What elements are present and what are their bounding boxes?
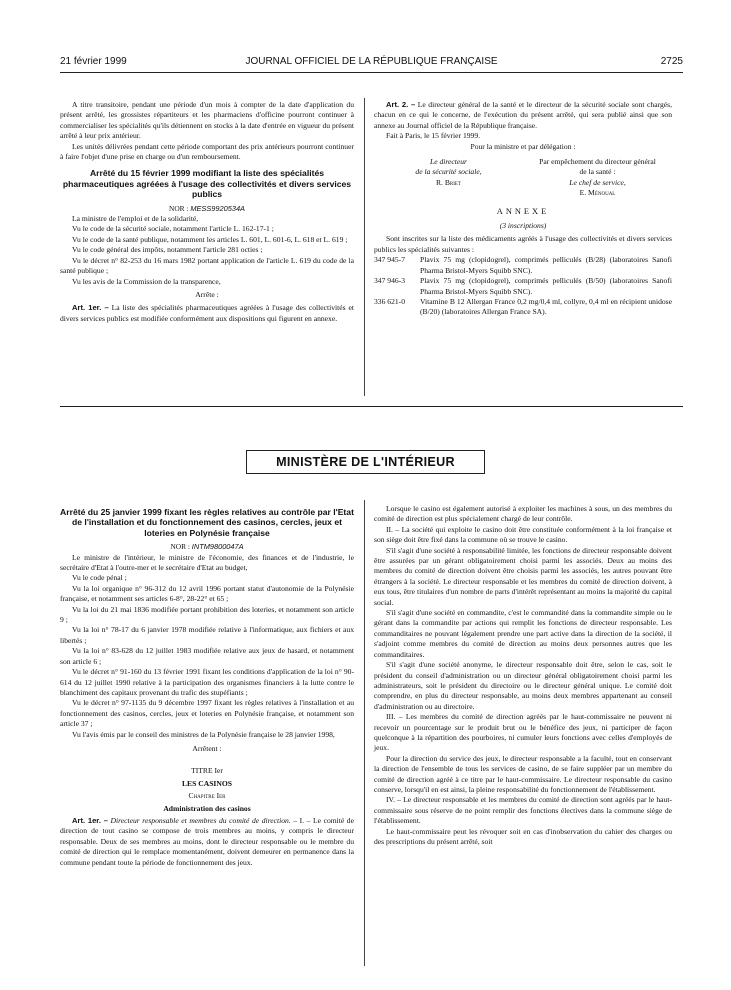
column-divider: [364, 98, 365, 396]
decree-title: Arrêté du 25 janvier 1999 fixant les règles relatives au contrôle par l'Etat de l'installation et du fonctionnement des casinos, cercles, jeux et loteries en Polynésie française: [60, 507, 354, 538]
paragraph: Vu l'avis émis par le conseil des ministres de la Polynésie française le 28 janvier 1998,: [72, 729, 335, 739]
paragraph: Vu le code de la santé publique, notamment les articles L. 601, L. 601-6, L. 618 et L. 619 ;: [72, 234, 348, 244]
entry-code: 347 945-7: [374, 255, 406, 265]
top-right-column: [374, 100, 672, 318]
paragraph: IV. – Le directeur responsable et les membres du comité de direction sont agréés par le haut-commissaire sous réserve de ne point remplir des fonctions électives dans la commune siège de l'établissement.: [374, 795, 672, 826]
section-rule: [60, 406, 683, 407]
paragraph: Vu les avis de la Commission de la transparence,: [72, 276, 221, 286]
entry-text: Plavix 75 mg (clopidogrel), comprimés pelliculés (B/28) (laboratoires Sanofi Pharma Bristol-Myers Squibb SNC).: [420, 255, 672, 275]
place-date: Fait à Paris, le 15 février 1999.: [386, 131, 481, 141]
bottom-left-column: [60, 504, 354, 868]
paragraph: S'il s'agit d'une société anonyme, le directeur responsable doit être, selon le cas, soit le président du conseil d'administration ou un directeur général obligatoirement choisi parmi les administrateurs, soit le président du directoire ou le directeur général unique. Le comité doit comprendre, en plus du directeur responsable, au moins deux membres appartenant au conseil d'administration ou au directoire.: [374, 660, 672, 711]
paragraph: Lorsque le casino est également autorisé à exploiter les machines à sous, un des membres du comité de direction est plus spécialement chargé de leur contrôle.: [374, 504, 672, 524]
paragraph: Vu le code général des impôts, notamment l'article 281 octies ;: [72, 245, 263, 255]
column-divider: [364, 500, 365, 966]
titre-heading: TITRE Ier: [191, 766, 223, 776]
paragraph: Vu le code pénal ;: [72, 573, 127, 583]
signatures: [374, 157, 672, 199]
signature-left: Le directeur de la sécurité sociale, R. Briet: [415, 157, 482, 187]
paragraph: La ministre de l'emploi et de la solidarité,: [72, 214, 199, 224]
paragraph: Vu le décret n° 91-160 du 13 février 1991 fixant les conditions d'application de la loi n° 90-614 du 12 juillet 1990 relative à la participation des organismes financiers à la lutte contre le blanchiment des capitaux provenant du trafic des stupéfiants ;: [60, 667, 354, 697]
ministry-heading: MINISTÈRE DE L'INTÉRIEUR: [246, 450, 485, 474]
header-date: 21 février 1999: [60, 56, 127, 67]
article-1: Art. 1er. – La liste des spécialités pharmaceutiques agréées à l'usage des collectivités et divers services publics est modifiée conformément aux dispositions qui figurent en annexe.: [60, 303, 354, 323]
signature-right: Par empêchement du directeur général de la santé : Le chef de service, E. Ménoual: [539, 157, 656, 198]
paragraph: Vu la loi n° 78-17 du 6 janvier 1978 modifiée relative à l'informatique, aux fichiers et aux libertés ;: [60, 625, 354, 645]
nor-reference: NOR : MESS9920534A: [168, 203, 245, 213]
entry-text: Vitamine B 12 Allergan France 0,2 mg/0,4 ml, collyre, 0,4 ml en récipient unidose (B/20) (laboratoires Allergan France SA).: [420, 296, 672, 317]
paragraph: III. – Les membres du comité de direction agréés par le haut-commissaire ne peuvent ni recevoir un pourcentage sur le produit brut ou le bénéfice des jeux, ni participer de façon quelconque à la répartition des pourboires, ni cumuler leurs fonctions avec celles d'employés de jeux.: [374, 712, 672, 753]
paragraph: Vu le décret n° 97-1135 du 9 décembre 1997 fixant les règles relatives à l'installation et au fonctionnement des casinos, cercles, jeux et loteries en Polynésie française, et notamment son article 37 ;: [60, 698, 354, 729]
entry-code: 336 621-0: [374, 296, 406, 306]
bottom-right-column: [374, 504, 672, 847]
article-2: Art. 2. – Le directeur général de la santé et le directeur de la sécurité sociale sont chargés, chacun en ce qui le concerne, de l'exécution du présent arrêté, qui sera publié ainsi que son annexe au Journal officiel de la République française.: [374, 100, 672, 130]
entry-text: Plavix 75 mg (clopidogrel), comprimés pelliculés (B/50) (laboratoires Sanofi Pharma Bristol-Myers Squibb SNC).: [420, 276, 672, 296]
annex-intro: Sont inscrites sur la liste des médicaments agréés à l'usage des collectivités et divers services publics les spécialités suivantes :: [374, 234, 672, 254]
paragraph: II. – La société qui exploite le casino doit être constituée conformément à la loi française et son siège doit être fixé dans la commune où se trouve le casino.: [374, 524, 672, 545]
delegation-line: Pour la ministre et par délégation :: [470, 141, 576, 151]
entry-code: 347 946-3: [374, 276, 406, 286]
casinos-heading: LES CASINOS: [181, 778, 232, 788]
paragraph: Vu le code de la sécurité sociale, notamment l'article L. 162-17-1 ;: [72, 224, 274, 234]
nor-reference: NOR : INTM9800047A: [170, 542, 244, 552]
paragraph: Pour la direction du service des jeux, le directeur responsable a la faculté, tout en conservant la direction de l'ensemble de tous les services de casino, de se faire suppléer par un membre du comité de direction agréé à ce titre par le haut-commissaire. Le directeur responsable du casino conserve, lorsqu'il en est ainsi, la pleine responsabilité du fonctionnement de l'établissement.: [374, 753, 672, 794]
paragraph: Vu le décret n° 82-253 du 16 mars 1982 portant application de l'article L. 619 du code de la santé publique ;: [60, 255, 354, 276]
paragraph: Vu la loi du 21 mai 1836 modifiée portant prohibition des loteries, et notamment son article 9 ;: [60, 604, 354, 625]
annex-entry: [374, 297, 672, 318]
paragraph: A titre transitoire, pendant une période d'un mois à compter de la date d'application du présent arrêté, les grossistes répartiteurs et les pharmaciens d'officine pourront continuer à commercialiser les spécialités qu'ils détiennent en stocks à la date d'entrée en vigueur du présent arrêté à leur prix antérieur.: [60, 100, 354, 141]
paragraph: Le haut-commissaire peut les révoquer soit en cas d'inobservation du cahier des charges ou des prescriptions du présent arrêté, soit: [374, 826, 672, 846]
paragraph: Le ministre de l'intérieur, le ministre de l'économie, des finances et de l'industrie, le secrétaire d'Etat à l'outre-mer et le secrétaire d'Etat au budget,: [60, 552, 354, 573]
chapter-heading: Chapitre Ier: [188, 791, 226, 801]
decree-title: Arrêté du 15 février 1999 modifiant la liste des spécialités pharmaceutiques agréées à l'usage des collectivités et divers services publics: [62, 168, 352, 200]
arretent-heading: Arrêtent :: [192, 743, 222, 753]
article-1: Art. 1er. – Directeur responsable et membres du comité de direction. – I. – Le comité de direction de tout casino se compose de trois membres au moins, y compris le directeur responsable. Deux de ses membres au moins, dont le directeur responsable ou le membre du comité de direction qui le remplace momentanément, doivent demeurer en permanence dans la commune pendant toute la période de fonctionnement des jeux.: [60, 815, 354, 867]
inscriptions-count: (3 inscriptions): [499, 221, 547, 231]
header-page-number: 2725: [660, 56, 683, 67]
paragraph: S'il s'agit d'une société à responsabilité limitée, les fonctions de directeur responsable doivent être assurées par un gérant obligatoirement choisi parmi les associés. Deux au moins des membres du comité de direction doivent être choisis parmi les associés, les autres pouvant être étrangers à la société. Le directeur responsable et les membres du comité de direction doivent, à eux tous, être titulaires d'un nombre de parts d'intérêt représentant au moins la majorité du capital social.: [374, 545, 672, 607]
section-heading: Administration des casinos: [163, 803, 251, 813]
paragraph: Les unités délivrées pendant cette période comportant des prix antérieurs pourront continuer à faire l'objet d'une prise en charge ou d'un remboursement.: [60, 141, 354, 162]
header-rule: [60, 72, 683, 73]
paragraph: S'il s'agit d'une société en commandite, c'est le commandité dans la commandite simple ou le gérant dans la commandite par actions qui remplit les fonctions de directeur responsable. Les commanditaires ne pouvant légalement prendre une part active dans la direction de la société, il s'adjoint comme membres du comité de direction au moins deux personnes autres que les commanditaires.: [374, 608, 672, 659]
page-header: [60, 56, 683, 70]
header-journal-title: JOURNAL OFFICIEL DE LA RÉPUBLIQUE FRANÇAISE: [245, 56, 498, 67]
annex-entry: [374, 255, 672, 276]
annex-entry: [374, 276, 672, 297]
annex-heading: ANNEXE: [496, 206, 550, 216]
paragraph: Vu la loi n° 83-628 du 12 juillet 1983 modifiée relative aux jeux de hasard, et notamment son article 6 ;: [60, 646, 354, 666]
paragraph: Vu la loi organique n° 96-312 du 12 avril 1996 portant statut d'autonomie de la Polynésie française, et notamment ses articles 6-8°, 28-22° et 65 ;: [60, 583, 354, 604]
top-left-column: [60, 100, 354, 324]
arrete-heading: Arrête :: [195, 289, 219, 299]
